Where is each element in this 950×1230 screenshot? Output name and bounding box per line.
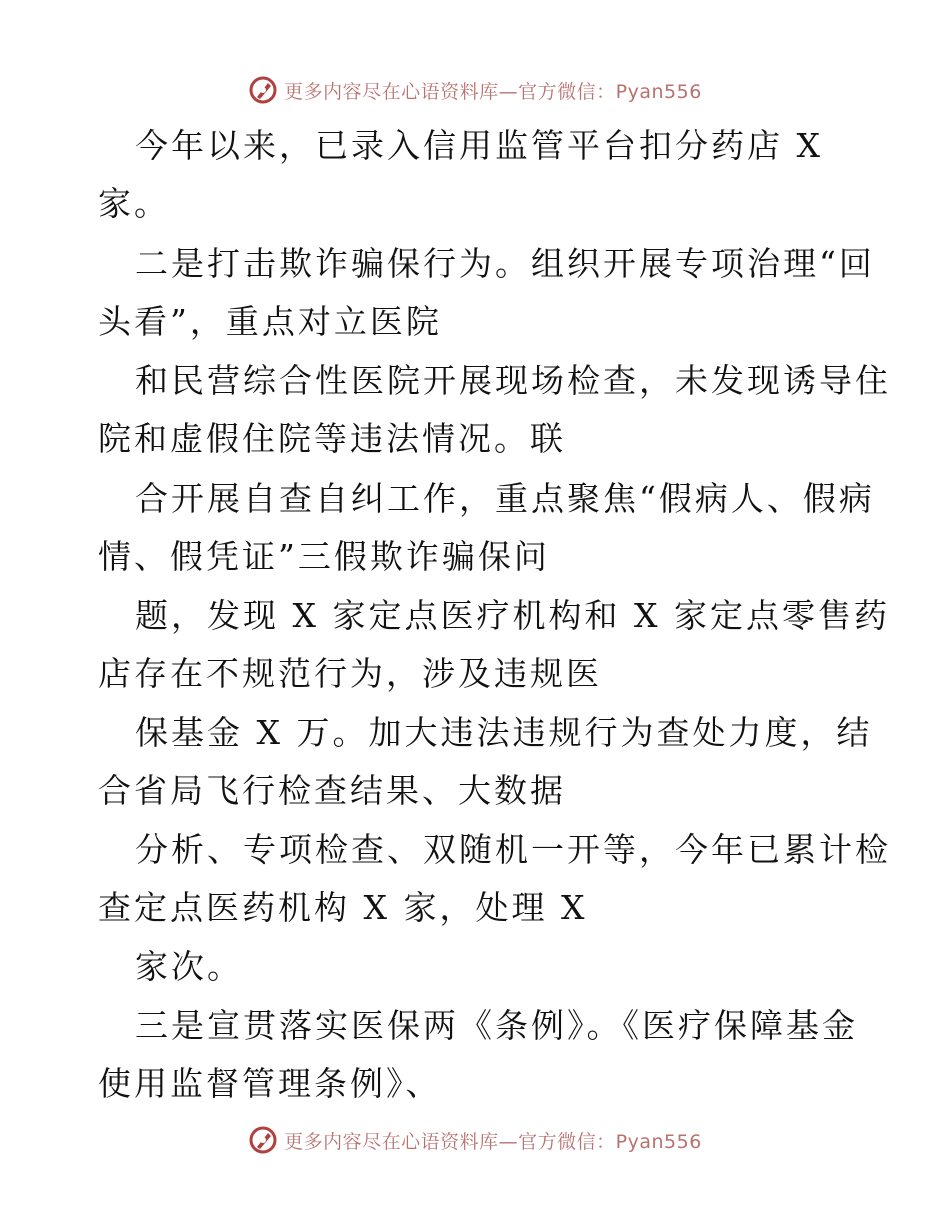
text-line: 题，发现 X 家定点医疗机构和 X 家定点零售药 [135, 596, 890, 635]
text-line: 今年以来，已录入信用监管平台扣分药店 X [135, 126, 823, 165]
text-line: 三是宣贯落实医保两《条例》。《医疗保障基金 [135, 1006, 858, 1045]
footer-watermark [0, 1120, 950, 1160]
text-line: 二是打击欺诈骗保行为。组织开展专项治理“回 [135, 244, 875, 283]
watermark-text: 更多内容尽在心语资料库—官方微信：Pyan556 [284, 1130, 702, 1153]
text-line: 分析、专项检查、双随机一开等，今年已累计检 [135, 830, 891, 869]
text-line: 情、假凭证”三假欺诈骗保问 [98, 537, 550, 576]
text-line: 保基金 X 万。加大违法违规行为查处力度，结 [135, 713, 873, 752]
text-line: 家次。 [135, 947, 243, 986]
text-line: 头看”，重点对立医院 [98, 302, 442, 341]
text-line: 查定点医药机构 X 家，处理 X [98, 888, 588, 927]
text-line: 店存在不规范行为，涉及违规医 [98, 654, 602, 693]
text-line: 院和虚假住院等违法情况。联 [98, 419, 566, 458]
text-line: 家。 [98, 184, 170, 223]
text-line: 和民营综合性医院开展现场检查，未发现诱导住 [135, 361, 891, 400]
text-line: 合开展自查自纠工作，重点聚焦“假病人、假病 [135, 479, 875, 518]
text-line: 使用监督管理条例》、 [98, 1064, 442, 1103]
pen-logo-icon [248, 1125, 278, 1155]
text-line: 合省局飞行检查结果、大数据 [98, 771, 566, 810]
watermark-text: 更多内容尽在心语资料库—官方微信：Pyan556 [284, 80, 702, 103]
